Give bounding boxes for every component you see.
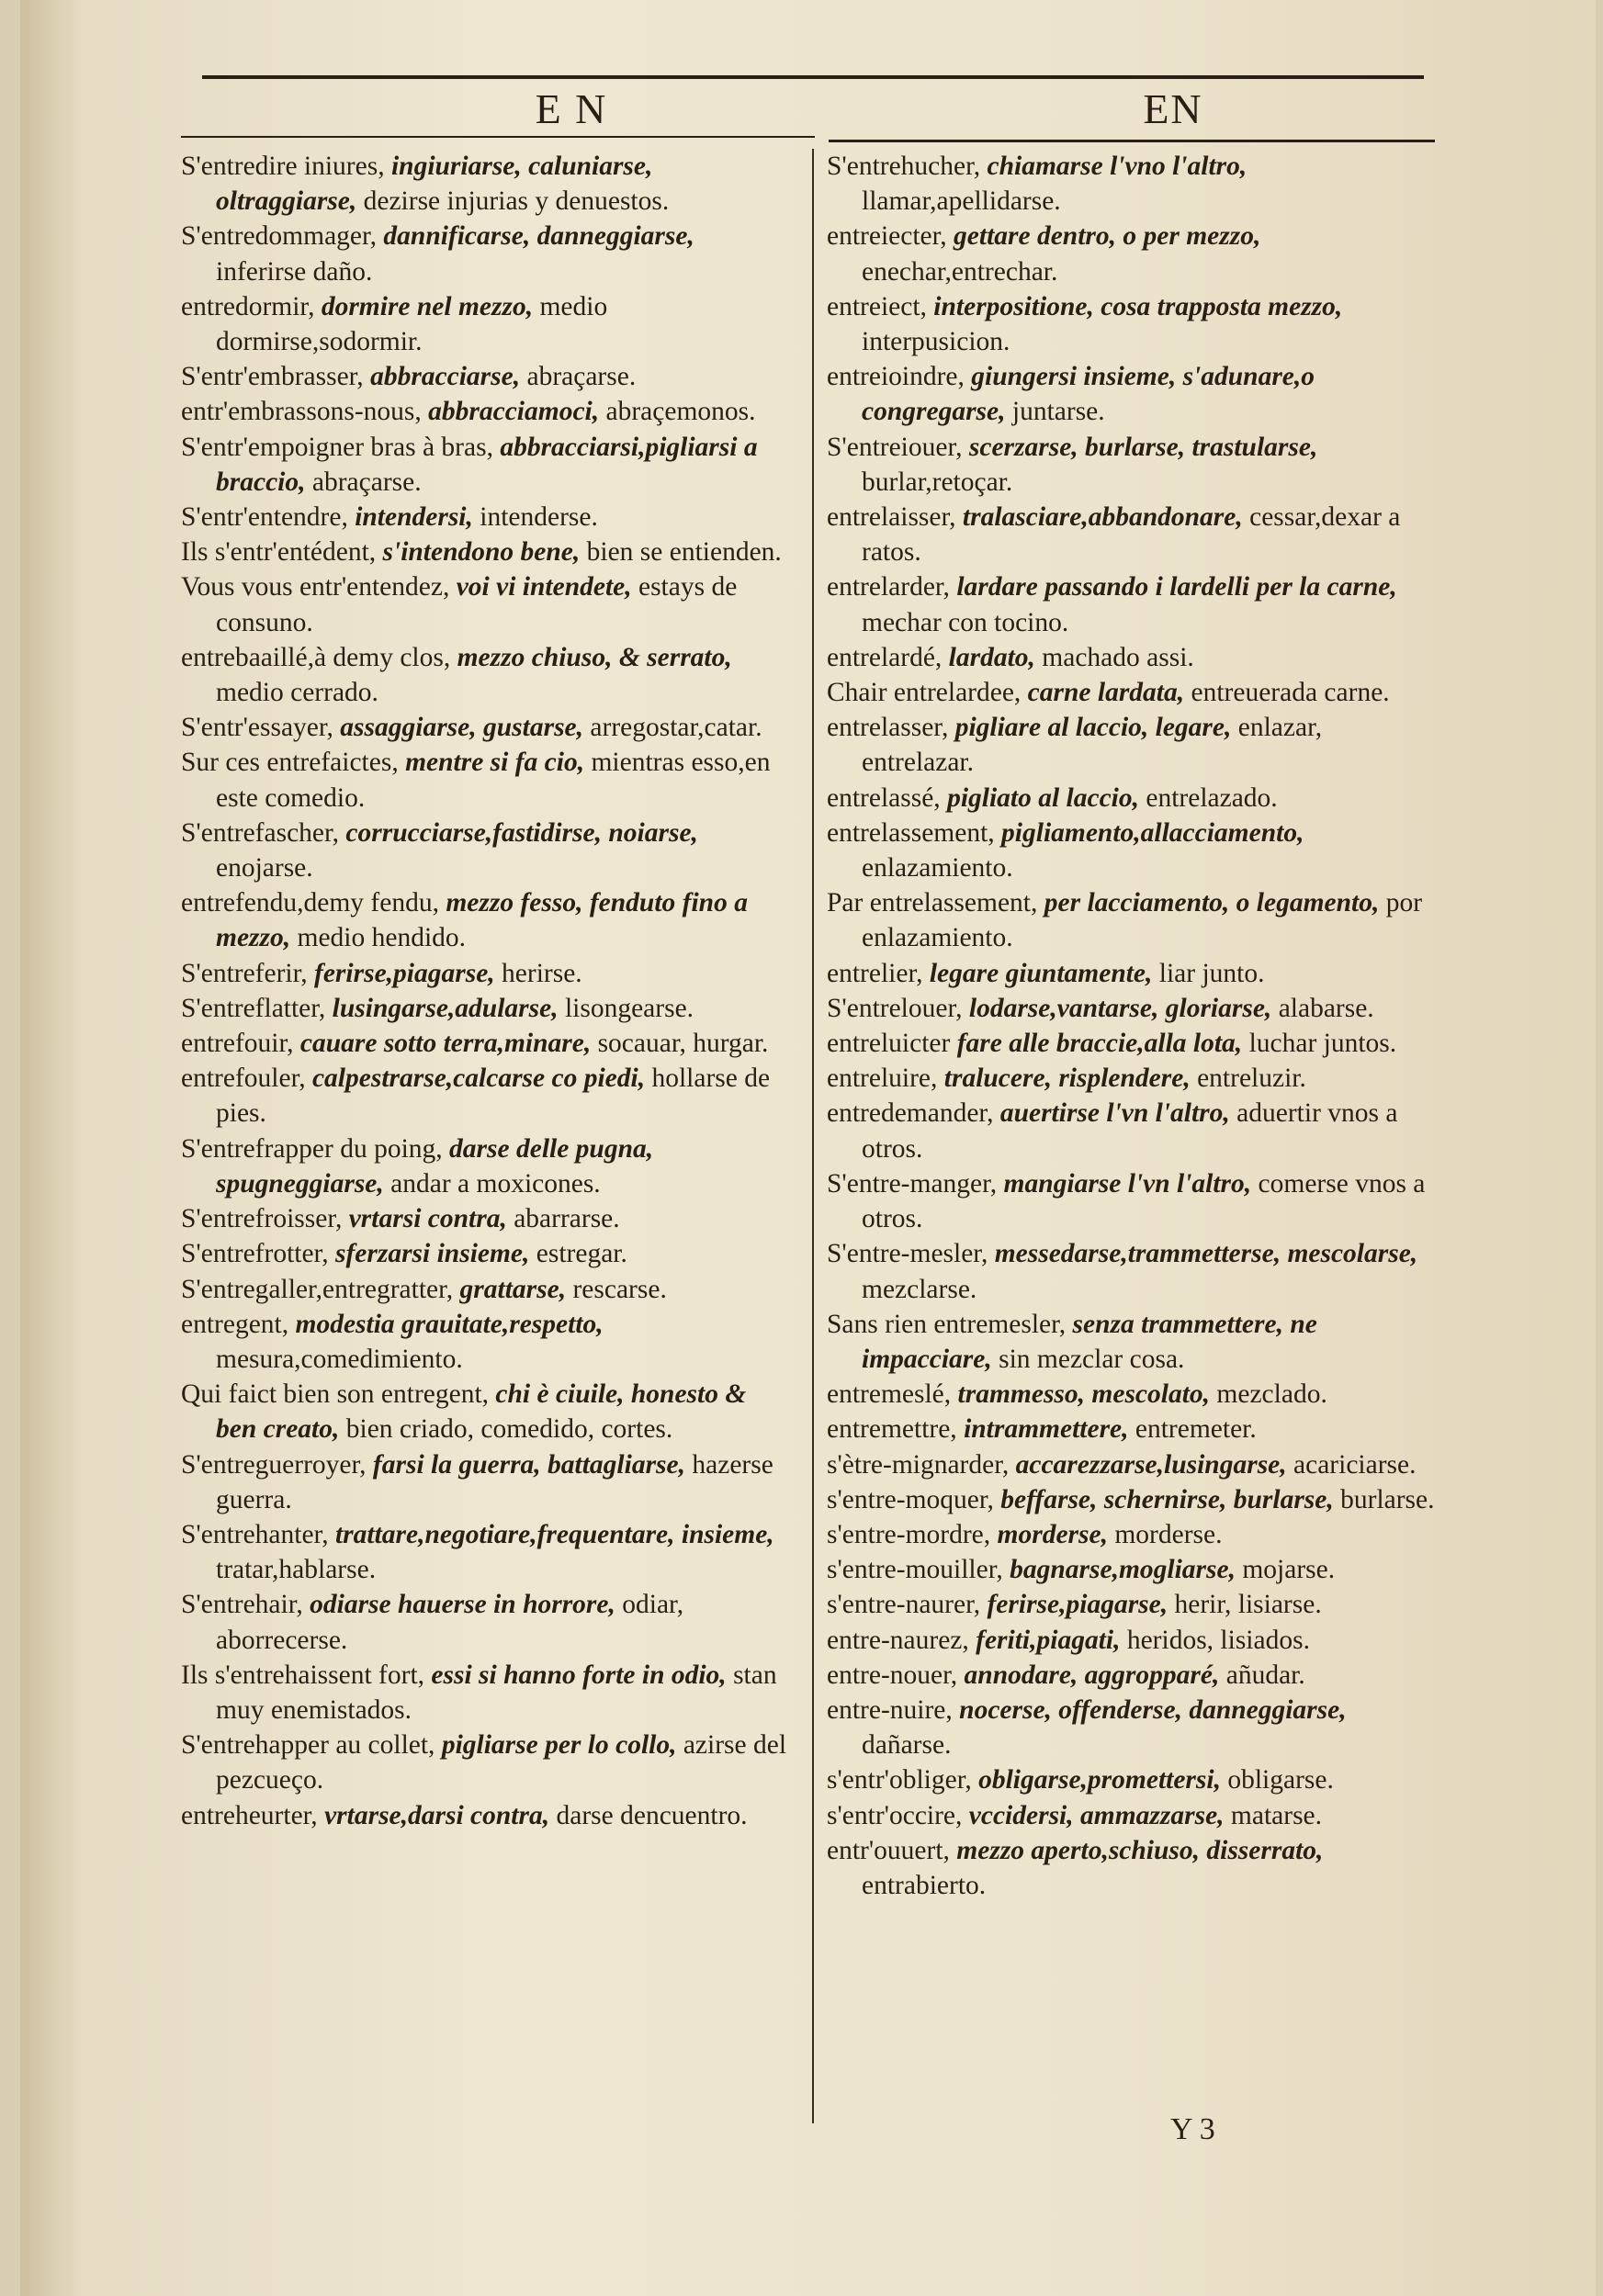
spanish-translation: socauar, hurgar. (597, 1029, 769, 1059)
french-headword: S'entredire iniures, (181, 152, 385, 181)
spanish-translation: abarrarse. (514, 1204, 620, 1234)
italian-translation: ferirse,piagarse, (314, 958, 495, 988)
french-headword: entregent, (181, 1309, 289, 1339)
french-headword: S'entrefrotter, (181, 1239, 329, 1269)
book-page (20, 0, 1596, 2296)
italian-translation: lardare passando i lardelli per la carne, (956, 572, 1397, 602)
spanish-translation: luchar juntos. (1248, 1029, 1397, 1059)
dictionary-entry (181, 956, 787, 991)
dictionary-entry (181, 359, 787, 394)
spanish-translation: mesura,comedimiento. (216, 1344, 463, 1374)
spanish-translation: entrabierto. (862, 1870, 987, 1900)
spanish-translation: intenderse. (480, 502, 598, 533)
spanish-translation: comerse vnos a otros. (862, 1168, 1426, 1234)
spanish-translation: andar a moxicones. (390, 1168, 601, 1199)
french-headword: Sans rien entremesler, (827, 1309, 1067, 1339)
french-headword: entreluire, (827, 1064, 938, 1094)
dictionary-entry (827, 500, 1438, 569)
dictionary-entry (827, 1377, 1438, 1412)
spanish-translation: entreluzir. (1197, 1064, 1306, 1094)
dictionary-entry (181, 149, 787, 219)
french-headword: s'ètre-mignarder, (827, 1449, 1010, 1480)
french-headword: S'entredommager, (181, 221, 378, 252)
italian-translation: dannificarse, danneggiarse, (383, 221, 694, 252)
french-headword: entrelassement, (827, 817, 995, 848)
spanish-translation: dezirse injurias y denuestos. (363, 186, 670, 217)
french-headword: entreiect, (827, 291, 927, 321)
spanish-translation: darse dencuentro. (556, 1800, 748, 1830)
french-headword: entremeslé, (827, 1379, 952, 1410)
italian-translation: annodare, aggropparé, (964, 1660, 1220, 1690)
french-headword: entr'ouuert, (827, 1835, 950, 1865)
spanish-translation: sin mezclar cosa. (999, 1344, 1185, 1374)
dictionary-entry (181, 1728, 787, 1797)
dictionary-entry (827, 1693, 1438, 1762)
italian-translation: feriti,piagati, (976, 1625, 1121, 1655)
dictionary-entry (181, 885, 787, 955)
french-headword: S'entrefrapper du poing, (181, 1133, 443, 1164)
french-headword: S'entr'entendre, (181, 502, 348, 533)
dictionary-entry (181, 219, 787, 288)
dictionary-entry (827, 640, 1438, 675)
french-headword: Sur ces entrefaictes, (181, 748, 399, 778)
italian-translation: darse delle pugna, spugneggiarse, (216, 1133, 654, 1199)
italian-translation: vccidersi, ammazzarse, (968, 1800, 1225, 1830)
italian-translation: pigliamento,allacciamento, (1001, 817, 1304, 848)
french-headword: entreiecter, (827, 221, 947, 252)
dictionary-entry (181, 1236, 787, 1271)
french-headword: entredemander, (827, 1098, 994, 1129)
italian-translation: corrucciarse,fastidirse, noiarse, (345, 817, 698, 848)
french-headword: entrefouir, (181, 1029, 294, 1059)
dictionary-entry (827, 956, 1438, 991)
signature-mark: Y 3 (1170, 2112, 1215, 2146)
french-headword: entrelier, (827, 958, 923, 988)
french-headword: Vous vous entr'entendez, (181, 572, 450, 602)
spanish-translation: lisongearse. (564, 993, 694, 1023)
dictionary-entry (181, 430, 787, 500)
italian-translation: pigliare al laccio, legare, (954, 713, 1232, 743)
french-headword: s'entre-mordre, (827, 1519, 991, 1549)
french-headword: entre-nuire, (827, 1694, 953, 1725)
right-column (827, 149, 1438, 1903)
italian-translation: bagnarse,mogliarse, (1010, 1555, 1236, 1585)
dictionary-entry (827, 1623, 1438, 1658)
dictionary-entry (827, 885, 1438, 955)
italian-translation: senza trammettere, ne impacciare, (862, 1309, 1317, 1374)
spanish-translation: entremeter. (1135, 1414, 1257, 1445)
spanish-translation: alabarse. (1278, 993, 1374, 1023)
dictionary-entry (827, 1833, 1438, 1903)
dictionary-entry (827, 1447, 1438, 1482)
dictionary-entry (827, 1552, 1438, 1587)
italian-translation: morderse, (997, 1519, 1108, 1549)
spanish-translation: machado assi. (1042, 642, 1194, 672)
spanish-translation: mojarse. (1242, 1555, 1336, 1585)
spanish-translation: herir, lisiarse. (1174, 1590, 1322, 1620)
spanish-translation: hazerse guerra. (216, 1449, 773, 1514)
italian-translation: s'intendono bene, (382, 537, 581, 568)
french-headword: Qui faict bien son entregent, (181, 1379, 490, 1410)
spanish-translation: heridos, lisiados. (1126, 1625, 1310, 1655)
french-headword: entrelarder, (827, 572, 950, 602)
head-rule-left (181, 136, 815, 138)
spanish-translation: llamar,apellidarse. (862, 186, 1061, 217)
french-headword: entreheurter, (181, 1800, 318, 1830)
french-headword: Ils s'entrehaissent fort, (181, 1660, 425, 1690)
french-headword: entrelassé, (827, 782, 941, 813)
italian-translation: cauare sotto terra,minare, (299, 1029, 592, 1059)
italian-translation: carne lardata, (1027, 678, 1185, 708)
french-headword: S'entre-mesler, (827, 1239, 988, 1269)
italian-translation: chiamarse l'vno l'altro, (987, 152, 1247, 181)
italian-translation: mentre si fa cio, (405, 748, 585, 778)
italian-translation: tralasciare,abbandonare, (962, 502, 1243, 533)
french-headword: s'entre-naurer, (827, 1590, 981, 1620)
dictionary-entry (827, 1061, 1438, 1096)
italian-translation: abbracciarse, (370, 362, 521, 392)
spanish-translation: enlazamiento. (862, 853, 1013, 884)
italian-translation: voi vi intendete, (456, 572, 632, 602)
italian-translation: modestia grauitate,respetto, (295, 1309, 604, 1339)
french-headword: entrelaisser, (827, 502, 956, 533)
dictionary-entry (181, 569, 787, 639)
french-headword: S'entrehair, (181, 1590, 303, 1620)
spanish-translation: obligarse. (1227, 1765, 1334, 1795)
spanish-translation: medio cerrado. (216, 678, 378, 708)
italian-translation: sferzarsi insieme, (334, 1239, 530, 1269)
french-headword: entre-nouer, (827, 1660, 958, 1690)
french-headword: S'entrelouer, (827, 993, 963, 1023)
spanish-translation: inferirse daño. (216, 256, 373, 287)
dictionary-entry (827, 991, 1438, 1026)
french-headword: S'entreflatter, (181, 993, 326, 1023)
running-head-right: EN (1143, 85, 1203, 132)
dictionary-entry (827, 569, 1438, 639)
italian-translation: intrammettere, (964, 1414, 1129, 1445)
spanish-translation: juntarse. (1011, 397, 1105, 427)
spanish-translation: enechar,entrechar. (862, 256, 1058, 287)
spanish-translation: estregar. (536, 1239, 627, 1269)
french-headword: S'entrefroisser, (181, 1204, 343, 1234)
italian-translation: lusingarse,adularse, (332, 993, 559, 1023)
italian-translation: ferirse,piagarse, (987, 1590, 1168, 1620)
italian-translation: scerzarse, burlarse, trastularse, (968, 432, 1318, 462)
italian-translation: obligarse,promettersi, (978, 1765, 1221, 1795)
spanish-translation: cessar,dexar a ratos. (862, 502, 1401, 568)
italian-translation: intendersi, (355, 502, 473, 533)
italian-translation: trattare,negotiare,frequentare, insieme, (334, 1519, 774, 1549)
italian-translation: mezzo aperto,schiuso, disserrato, (956, 1835, 1324, 1865)
italian-translation: ingiuriarse, caluniarse, oltraggiarse, (216, 152, 653, 217)
dictionary-entry (827, 1307, 1438, 1377)
italian-translation: tralucere, risplendere, (943, 1064, 1191, 1094)
dictionary-entry (827, 1762, 1438, 1797)
french-headword: s'entre-mouiller, (827, 1555, 1003, 1585)
dictionary-entry (827, 1026, 1438, 1061)
french-headword: S'entrefascher, (181, 817, 340, 848)
dictionary-entry (181, 1201, 787, 1236)
dictionary-entry (827, 1236, 1438, 1306)
spanish-translation: mientras esso,en este comedio. (216, 748, 771, 813)
spanish-translation: por enlazamiento. (862, 888, 1423, 953)
italian-translation: legare giuntamente, (929, 958, 1153, 988)
french-headword: s'entre-moquer, (827, 1484, 994, 1514)
dictionary-entry (827, 1166, 1438, 1236)
spanish-translation: odiar, aborrecerse. (216, 1590, 684, 1655)
french-headword: S'entr'embrasser, (181, 362, 364, 392)
spanish-translation: hollarse de pies. (216, 1064, 771, 1129)
dictionary-entry (181, 745, 787, 815)
dictionary-entry (181, 710, 787, 745)
french-headword: S'entr'empoigner bras à bras, (181, 432, 493, 462)
italian-translation: abbracciarsi,pigliarsi a braccio, (216, 432, 758, 497)
french-headword: S'entreiouer, (827, 432, 963, 462)
italian-translation: interpositione, cosa trapposta mezzo, (933, 291, 1343, 321)
spanish-translation: dañarse. (862, 1730, 952, 1761)
spanish-translation: aduertir vnos a otros. (862, 1098, 1398, 1164)
french-headword: entrelardé, (827, 642, 943, 672)
spanish-translation: stan muy enemistados. (216, 1660, 777, 1725)
spanish-translation: entrelazado. (1146, 782, 1278, 813)
italian-translation: farsi la guerra, battagliarse, (372, 1449, 686, 1480)
spanish-translation: tratar,hablarse. (216, 1555, 377, 1585)
italian-translation: calpestrarse,calcarse co piedi, (311, 1064, 646, 1094)
dictionary-entry (181, 1026, 787, 1061)
spanish-translation: rescarse. (572, 1274, 667, 1304)
french-headword: Par entrelassement, (827, 888, 1038, 918)
italian-translation: vrtarsi contra, (348, 1204, 507, 1234)
dictionary-entry (181, 394, 787, 429)
italian-translation: mangiarse l'vn l'altro, (1003, 1168, 1252, 1199)
italian-translation: giungersi insieme, s'adunare,o congregarse, (862, 362, 1315, 427)
dictionary-entry (827, 149, 1438, 219)
italian-translation: odiarse hauerse in horrore, (310, 1590, 615, 1620)
spanish-translation: abraçarse. (311, 467, 422, 497)
french-headword: S'entrehapper au collet, (181, 1730, 435, 1761)
italian-translation: nocerse, offenderse, danneggiarse, (959, 1694, 1347, 1725)
spanish-translation: medio dormirse,sodormir. (216, 291, 608, 357)
dictionary-entry (181, 535, 787, 569)
french-headword: entremettre, (827, 1414, 957, 1445)
dictionary-entry (827, 1412, 1438, 1446)
french-headword: Ils s'entr'entédent, (181, 537, 377, 568)
french-headword: S'entrehanter, (181, 1519, 329, 1549)
italian-translation: pigliato al laccio, (947, 782, 1139, 813)
italian-translation: lodarse,vantarse, gloriarse, (968, 993, 1272, 1023)
italian-translation: per lacciamento, o legamento, (1044, 888, 1380, 918)
french-headword: S'entreferir, (181, 958, 308, 988)
french-headword: entr'embrassons-nous, (181, 397, 422, 427)
spanish-translation: estays de consuno. (216, 572, 738, 637)
spanish-translation: interpusicion. (862, 327, 1010, 357)
italian-translation: grattarse, (459, 1274, 567, 1304)
italian-translation: mezzo chiuso, & serrato, (457, 642, 732, 672)
dictionary-entry (181, 1307, 787, 1377)
dictionary-entry (181, 289, 787, 359)
italian-translation: fare alle braccie,alla lota, (956, 1029, 1243, 1059)
spanish-translation: acariciarse. (1293, 1449, 1417, 1480)
dictionary-entry (827, 1587, 1438, 1622)
french-headword: S'entregaller,entregratter, (181, 1274, 454, 1304)
spanish-translation: medio hendido. (297, 923, 467, 953)
spanish-translation: matarse. (1230, 1800, 1323, 1830)
french-headword: entredormir, (181, 291, 315, 321)
dictionary-entry (181, 1061, 787, 1131)
dictionary-entry (827, 816, 1438, 885)
spanish-translation: abraçarse. (526, 362, 637, 392)
dictionary-entry (827, 1798, 1438, 1833)
spanish-translation: enlazar, entrelazar. (862, 713, 1323, 778)
spanish-translation: abraçemonos. (605, 397, 756, 427)
french-headword: entrefendu,demy fendu, (181, 888, 439, 918)
running-head-left: E N (535, 85, 608, 132)
dictionary-entry (181, 640, 787, 710)
french-headword: S'entreguerroyer, (181, 1449, 367, 1480)
italian-translation: dormire nel mezzo, (321, 291, 534, 321)
dictionary-entry (181, 816, 787, 885)
top-rule (202, 75, 1424, 79)
dictionary-entry (827, 430, 1438, 500)
italian-translation: mezzo fesso, fenduto fino a mezzo, (216, 888, 748, 953)
french-headword: entreioindre, (827, 362, 965, 392)
italian-translation: accarezzarse,lusingarse, (1015, 1449, 1287, 1480)
dictionary-entry (827, 1482, 1438, 1517)
french-headword: S'entre-manger, (827, 1168, 998, 1199)
italian-translation: assaggiarse, gustarse, (340, 713, 584, 743)
italian-translation: chi è ciuile, honesto & ben creato, (216, 1379, 747, 1445)
italian-translation: abbracciamoci, (428, 397, 600, 427)
italian-translation: pigliarse per lo collo, (441, 1730, 677, 1761)
dictionary-entry (181, 500, 787, 535)
spanish-translation: morderse. (1114, 1519, 1223, 1549)
dictionary-entry (827, 289, 1438, 359)
italian-translation: lardato, (948, 642, 1035, 672)
spanish-translation: burlarse. (1340, 1484, 1435, 1514)
dictionary-entry (827, 359, 1438, 429)
italian-translation: vrtarse,darsi contra, (324, 1800, 550, 1830)
spanish-translation: bien se entienden. (586, 537, 782, 568)
spanish-translation: herirse. (502, 958, 582, 988)
dictionary-entry (827, 710, 1438, 780)
dictionary-entry (181, 1377, 787, 1446)
french-headword: s'entr'obliger, (827, 1765, 972, 1795)
dictionary-entry (181, 1798, 787, 1833)
french-headword: Chair entrelardee, (827, 678, 1022, 708)
column-divider (812, 149, 814, 2123)
dictionary-entry (181, 1131, 787, 1201)
spanish-translation: mezclado. (1216, 1379, 1327, 1410)
spanish-translation: entreuerada carne. (1191, 678, 1390, 708)
dictionary-entry (827, 781, 1438, 816)
french-headword: entrelasser, (827, 713, 949, 743)
french-headword: entreluicter (827, 1029, 951, 1059)
spanish-translation: burlar,retoçar. (862, 467, 1013, 497)
dictionary-entry (181, 991, 787, 1026)
spanish-translation: arregostar,catar. (590, 713, 762, 743)
spanish-translation: mechar con tocino. (862, 607, 1069, 637)
french-headword: S'entrehucher, (827, 152, 981, 181)
dictionary-entry (181, 1517, 787, 1587)
french-headword: S'entr'essayer, (181, 713, 333, 743)
french-headword: s'entr'occire, (827, 1800, 963, 1830)
italian-translation: beffarse, schernirse, burlarse, (1000, 1484, 1334, 1514)
dictionary-entry (181, 1272, 787, 1307)
spanish-translation: añudar. (1225, 1660, 1305, 1690)
dictionary-entry (827, 1658, 1438, 1693)
dictionary-entry (181, 1447, 787, 1517)
spanish-translation: liar junto. (1158, 958, 1265, 988)
left-column (181, 149, 787, 1833)
french-headword: entre-naurez, (827, 1625, 969, 1655)
italian-translation: gettare dentro, o per mezzo, (954, 221, 1261, 252)
dictionary-entry (181, 1658, 787, 1728)
italian-translation: auertirse l'vn l'altro, (999, 1098, 1230, 1129)
italian-translation: essi si hanno forte in odio, (431, 1660, 727, 1690)
dictionary-entry (827, 1096, 1438, 1165)
french-headword: entrebaaillé,à demy clos, (181, 642, 451, 672)
spanish-translation: mezclarse. (862, 1274, 977, 1304)
dictionary-entry (827, 1517, 1438, 1552)
italian-translation: trammesso, mescolato, (957, 1379, 1211, 1410)
dictionary-entry (827, 675, 1438, 710)
spanish-translation: enojarse. (216, 853, 313, 884)
italian-translation: messedarse,trammetterse, mescolarse, (994, 1239, 1418, 1269)
head-rule-right (829, 140, 1435, 142)
french-headword: entrefouler, (181, 1064, 306, 1094)
spanish-translation: azirse del pezcueço. (216, 1730, 787, 1795)
spanish-translation: bien criado, comedido, cortes. (345, 1414, 673, 1445)
dictionary-entry (827, 219, 1438, 288)
dictionary-entry (181, 1587, 787, 1657)
